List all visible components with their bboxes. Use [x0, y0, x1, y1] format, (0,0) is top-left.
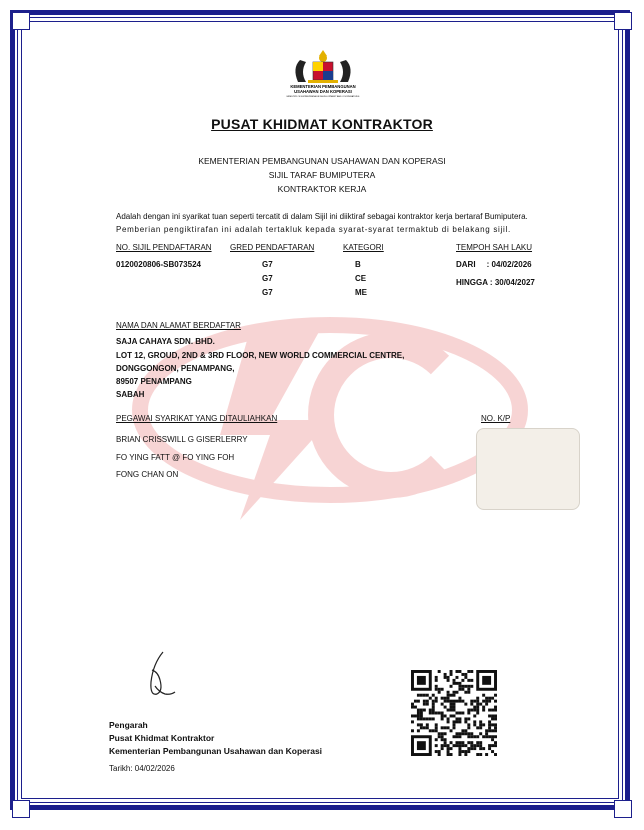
header-officers: PEGAWAI SYARIKAT YANG DITAULIAHKAN [116, 414, 278, 423]
header-address: NAMA DAN ALAMAT BERDAFTAR [116, 321, 241, 330]
frame-corner-top-left [12, 12, 30, 30]
address-line-1: LOT 12, GROUD, 2ND & 3RD FLOOR, NEW WORLD COMMERCIAL CENTRE, [116, 351, 405, 360]
malaysia-crest-icon [278, 48, 368, 108]
frame-corner-bottom-right [614, 800, 632, 818]
crest-ministry-line3: MINISTRY OF ENTREPRENEUR DEVELOPMENT AND COOPERATIVES [286, 96, 360, 98]
grade-1: G7 [262, 260, 273, 269]
qr-code-icon [411, 670, 497, 756]
frame-corner-top-right [614, 12, 632, 30]
crest-ministry-line2: USAHAWAN DAN KOPERASI [294, 89, 352, 94]
grade-3: G7 [262, 288, 273, 297]
subtitle-contractor-type: KONTRAKTOR KERJA [277, 184, 367, 194]
header-tempoh: TEMPOH SAH LAKU [456, 243, 533, 252]
intro-line-2: Pemberian pengiktirafan ini adalah tertakluk kepada syarat-syarat termaktub di belakang sijil. [116, 225, 511, 234]
page-title: PUSAT KHIDMAT KONTRAKTOR [211, 116, 433, 132]
header-kp: NO. K/P [481, 414, 511, 423]
frame-corner-bottom-left [12, 800, 30, 818]
header-no-sijil: NO. SIJIL PENDAFTARAN [116, 243, 212, 252]
photo-placeholder [476, 428, 580, 510]
officer-name-3: FONG CHAN ON [116, 470, 179, 479]
category-3: ME [355, 288, 367, 297]
signatory-title: Pengarah [109, 720, 148, 730]
subtitle-certificate-type: SIJIL TARAF BUMIPUTERA [268, 170, 376, 180]
header-kategori: KATEGORI [343, 243, 384, 252]
subtitle-ministry: KEMENTERIAN PEMBANGUNAN USAHAWAN DAN KOPERASI [198, 156, 446, 166]
category-2: CE [355, 274, 367, 283]
issue-date: Tarikh: 04/02/2026 [109, 764, 175, 773]
intro-line-1: Adalah dengan ini syarikat tuan seperti tercatit di dalam Sijil ini diiktiraf sebagai kontraktor kerja bertaraf Bumiputera. [116, 212, 528, 221]
header-gred: GRED PENDAFTARAN [230, 243, 315, 252]
address-line-2: DONGGONGON, PENAMPANG, [116, 364, 235, 373]
validity-until: HINGGA : 30/04/2027 [456, 278, 535, 287]
signatory-ministry: Kementerian Pembangunan Usahawan dan Koperasi [109, 746, 323, 756]
no-sijil-value: 0120020806-SB073524 [116, 260, 201, 269]
address-postcode: 89507 PENAMPANG [116, 377, 192, 386]
company-name: SAJA CAHAYA SDN. BHD. [116, 337, 215, 346]
crest-ministry-line1: KEMENTERIAN PEMBANGUNAN [290, 84, 356, 89]
address-state: SABAH [116, 390, 145, 399]
officer-name-2: FO YING FATT @ FO YING FOH [116, 453, 235, 462]
grade-2: G7 [262, 274, 273, 283]
officer-name-1: BRIAN CRISSWILL G GISERLERRY [116, 435, 248, 444]
validity-from: DARI : 04/02/2026 [456, 260, 532, 269]
signature-image [135, 648, 195, 708]
category-1: B [355, 260, 361, 269]
signatory-department: Pusat Khidmat Kontraktor [109, 733, 215, 743]
